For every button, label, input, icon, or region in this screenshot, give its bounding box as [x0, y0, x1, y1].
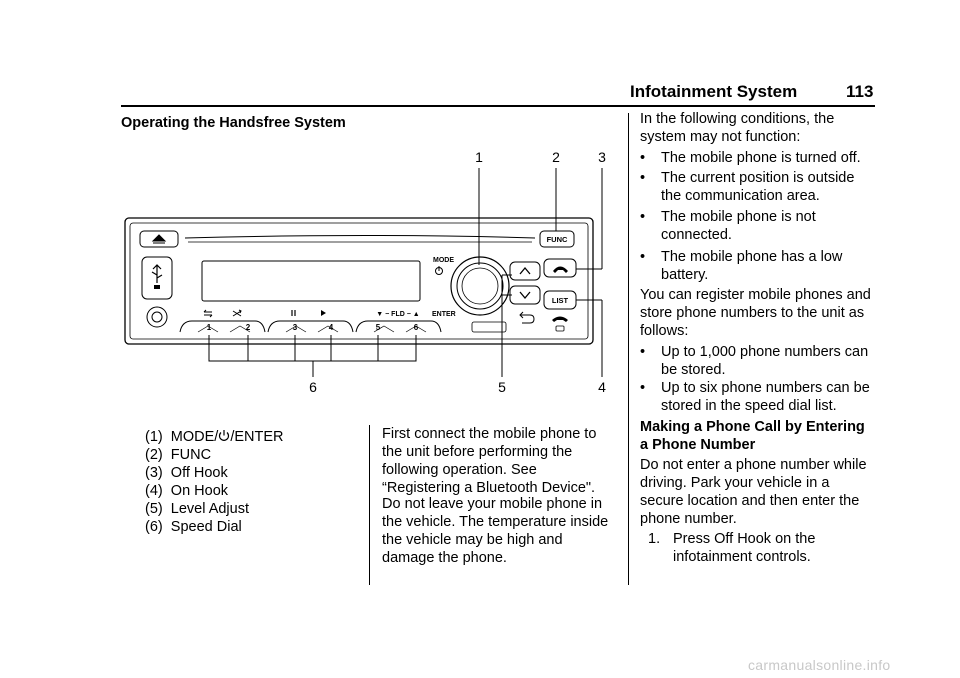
middle-paragraph-1: First connect the mobile phone to the unit before performing the following operation. See “Registering a Bluetooth Device".	[382, 426, 597, 496]
column-divider-right	[628, 113, 629, 585]
subheading-paragraph: Do not enter a phone number while driving. Park your vehicle in a secure location and then enter the phone number.	[640, 457, 867, 527]
middle-paragraph-2: Do not leave your mobile phone in the vehicle. The temperature inside the vehicle may be high and damage the phone.	[382, 496, 609, 566]
callout-6: 6	[309, 379, 317, 395]
running-header-title: Infotainment System	[630, 82, 798, 101]
legend-item-4: (4) On Hook	[145, 483, 229, 499]
page-number: 113	[846, 82, 874, 101]
condition-item-3: • The mobile phone is not connected.	[640, 209, 816, 243]
preset-5: 5	[375, 323, 381, 332]
preset-2: 2	[245, 323, 251, 332]
legend-item-2: (2) FUNC	[145, 447, 212, 463]
preset-3: 3	[292, 323, 298, 332]
condition-item-1: • The mobile phone is turned off.	[640, 150, 861, 166]
preset-6: 6	[413, 323, 419, 332]
mode-label: MODE	[433, 257, 454, 264]
callout-3: 3	[598, 149, 606, 165]
preset-1: 1	[206, 323, 212, 332]
preset-4: 4	[328, 323, 334, 332]
legend-item-1: (1) MODE/ /ENTER	[145, 429, 284, 445]
list-label: LIST	[551, 296, 569, 305]
legend-item-6: (6) Speed Dial	[145, 519, 242, 535]
condition-item-4: • The mobile phone has a low battery.	[640, 249, 843, 283]
column-divider-left	[369, 425, 370, 585]
step-1: 1. Press Off Hook on the infotainment controls.	[648, 531, 816, 565]
enter-label: ENTER	[432, 311, 456, 318]
folder-label: ▼ − FLD − ▲	[376, 311, 420, 318]
radio-faceplate-figure	[120, 145, 620, 400]
legend-item-3: (3) Off Hook	[145, 465, 228, 481]
callout-2: 2	[552, 149, 560, 165]
func-label: FUNC	[546, 235, 568, 244]
callout-1: 1	[475, 149, 483, 165]
figure-legend	[145, 428, 284, 536]
section-title: Operating the Handsfree System	[121, 115, 346, 131]
header-rule	[121, 105, 875, 107]
condition-item-2: • The current position is outside the communication area.	[640, 170, 855, 204]
register-intro: You can register mobile phones and store phone numbers to the unit as follows:	[640, 287, 871, 339]
register-item-1: • Up to 1,000 phone numbers can be stored.	[640, 344, 869, 378]
subheading-making-call: Making a Phone Call by Entering a Phone Number	[640, 419, 865, 453]
legend-item-5: (5) Level Adjust	[145, 501, 249, 517]
callout-4: 4	[598, 379, 606, 395]
register-item-2: • Up to six phone numbers can be stored in the speed dial list.	[640, 380, 870, 414]
callout-5: 5	[498, 379, 506, 395]
power-icon	[218, 429, 230, 447]
watermark: carmanualsonline.info	[748, 657, 891, 673]
conditions-intro: In the following conditions, the system may not function:	[640, 111, 835, 145]
